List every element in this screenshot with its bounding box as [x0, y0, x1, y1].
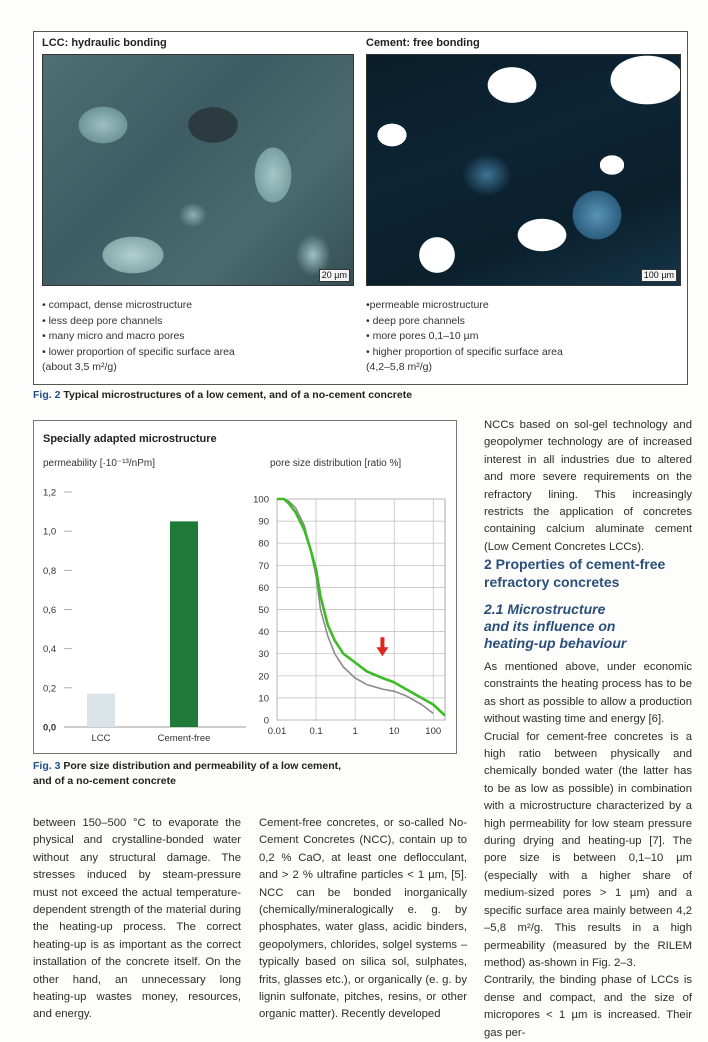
line-x-tick-label: 10 [388, 726, 400, 737]
figure-number: Fig. 3 [33, 760, 61, 772]
line-y-tick-label: 60 [258, 582, 269, 594]
figure-3-caption [33, 759, 341, 789]
body-column-3-top [484, 417, 692, 556]
bar-y-tick-label: 0,4 [43, 644, 57, 656]
bar-y-tick-label: 1,2 [43, 487, 57, 499]
caption-text: Typical microstructures of a low cement, and of a no-cement concrete [63, 389, 413, 401]
line-y-tick-label: 10 [258, 693, 269, 705]
list-item: • more pores 0,1–10 µm [366, 330, 479, 342]
list-item: • higher proportion of specific surface area [366, 345, 563, 358]
heading-line: 2 Properties of cement-free [484, 556, 666, 572]
line-y-tick-label: 20 [258, 671, 269, 683]
bar-y-tick-label: 0,8 [43, 565, 57, 577]
figure-2 [33, 31, 688, 385]
line-x-tick-label: 0.01 [267, 726, 287, 737]
ncc-properties-list [366, 298, 563, 376]
paragraph: NCCs based on sol-gel technology and geopolymer technology are of increased interest in all industries due to altered and more severe requirements on the refractory lining. This increasingly restricts the application of concretes containing calcium aluminate cement (Low Cement Concretes LCCs). [484, 419, 692, 553]
heading-line: and its influence on [484, 618, 616, 634]
lcc-properties-list [42, 298, 235, 376]
bar [87, 694, 115, 727]
figure-3 [33, 420, 457, 754]
caption-text: Pore size distribution and permeability of a low cement, [63, 760, 342, 772]
list-item: • less deep pore channels [42, 314, 163, 327]
line-y-tick-label: 40 [258, 627, 269, 639]
list-item: • many micro and macro pores [42, 330, 185, 342]
body-column-2 [259, 815, 467, 1024]
list-item: (about 3,5 m²/g) [42, 361, 117, 373]
bar-category-label: Cement-free [157, 733, 211, 744]
body-column-1 [33, 815, 241, 1024]
line-x-tick-label: 100 [425, 726, 442, 737]
pore-size-permeability-chart [34, 421, 456, 753]
line-y-tick-label: 100 [253, 494, 269, 506]
list-item: • deep pore channels [366, 314, 465, 327]
lcc-micrograph [42, 54, 354, 286]
figure-2-caption [33, 389, 412, 401]
paragraph: As mentioned above, under economic constraints the heating process has to be as short as possible to allow a production without wasting time and energy [6]. [484, 661, 692, 726]
caption-text: and of a no-cement concrete [33, 775, 176, 787]
body-column-3 [484, 659, 692, 1042]
line-y-tick-label: 50 [258, 605, 269, 616]
line-y-tick-label: 0 [263, 715, 269, 727]
pore-size-axis-label: pore size distribution [ratio %] [270, 458, 402, 469]
line-x-tick-label: 0.1 [309, 726, 323, 737]
paragraph: Crucial for cement-free concretes is a high ratio between physically and chemically bonded water (the latter has to be as low as possible) in combination with a microstructure characterized by a high permeability for low steam pressure during drying and heating-up [7]. The pore size is between 0,1–10 µm (especially with a higher share of medium-sized pores > 1 µm) and a specific surface area mainly between 4,2 –5,8 m²/g. This results in a high permeability (measured by the RILEM method) as-shown in Fig. 2–3. [484, 730, 692, 969]
heading-line: heating-up behaviour [484, 635, 627, 651]
bar-y-tick-label: 0,6 [43, 605, 57, 616]
paragraph: Contrarily, the binding phase of LCCs is dense and compact, and the size of micropores < 1 µm is increased. Their gas per- [484, 974, 692, 1039]
heading-line: 2.1 Microstructure [484, 601, 606, 617]
bar-y-tick-label: 0,0 [43, 722, 57, 734]
figure-number: Fig. 2 [33, 389, 61, 401]
bar-category-label: LCC [91, 733, 111, 744]
figure-box-title: Specially adapted microstructure [43, 433, 217, 445]
cement-free-panel-title: Cement: free bonding [366, 37, 480, 49]
scale-bar-label: 100 µm [641, 269, 677, 282]
list-item: • lower proportion of specific surface area [42, 345, 235, 358]
list-item: •permeable microstructure [366, 299, 489, 311]
line-y-tick-label: 30 [258, 649, 269, 661]
line-y-tick-label: 70 [258, 560, 269, 572]
bar-y-tick-label: 1,0 [43, 526, 57, 538]
cement-free-micrograph [366, 54, 681, 286]
cement-free-curve [277, 499, 445, 716]
line-y-tick-label: 90 [258, 516, 269, 528]
paragraph: Cement-free concretes, or so-called No-Cement Concretes (NCC), contain up to 0,2 % CaO, at least one deflocculant, and > 2 % ultrafine particles < 1 µm, [5]. NCC can be bonded inorganically (chemically/mineralogically e. g. by phosphates, water glass, acidic binders, geopolymers, chlorides, solgel systems – typically based on silica sol, sulphates, frits, glasses etc.), or organically (e. g. by lignin sulfonate, pitches, resins, or other organic matter). Recently developed [259, 817, 467, 1021]
line-y-tick-label: 80 [258, 538, 269, 550]
list-item: (4,2–5,8 m²/g) [366, 361, 432, 373]
paragraph: between 150–500 °C to evaporate the physical and crystalline-bonded water without any structural damage. The stresses induced by steam-pressure must not exceed the actual temperature-dependent strength of the material during the heating-up process. The correct heating-up is as important as the correct installation of the concrete itself. On the other hand, an unnecessary long heating-up wastes money, resources, and energy. [33, 817, 241, 1021]
subsection-heading [484, 601, 626, 652]
lcc-panel-title: LCC: hydraulic bonding [42, 37, 167, 49]
list-item: • compact, dense microstructure [42, 299, 193, 311]
section-heading [484, 555, 665, 591]
bar [170, 521, 198, 727]
heading-line: refractory concretes [484, 574, 620, 590]
bar-y-tick-label: 0,2 [43, 683, 57, 695]
line-x-tick-label: 1 [352, 726, 358, 737]
permeability-axis-label: permeability [·10⁻¹³/nPm] [43, 458, 155, 469]
scale-bar-label: 20 µm [319, 269, 350, 282]
